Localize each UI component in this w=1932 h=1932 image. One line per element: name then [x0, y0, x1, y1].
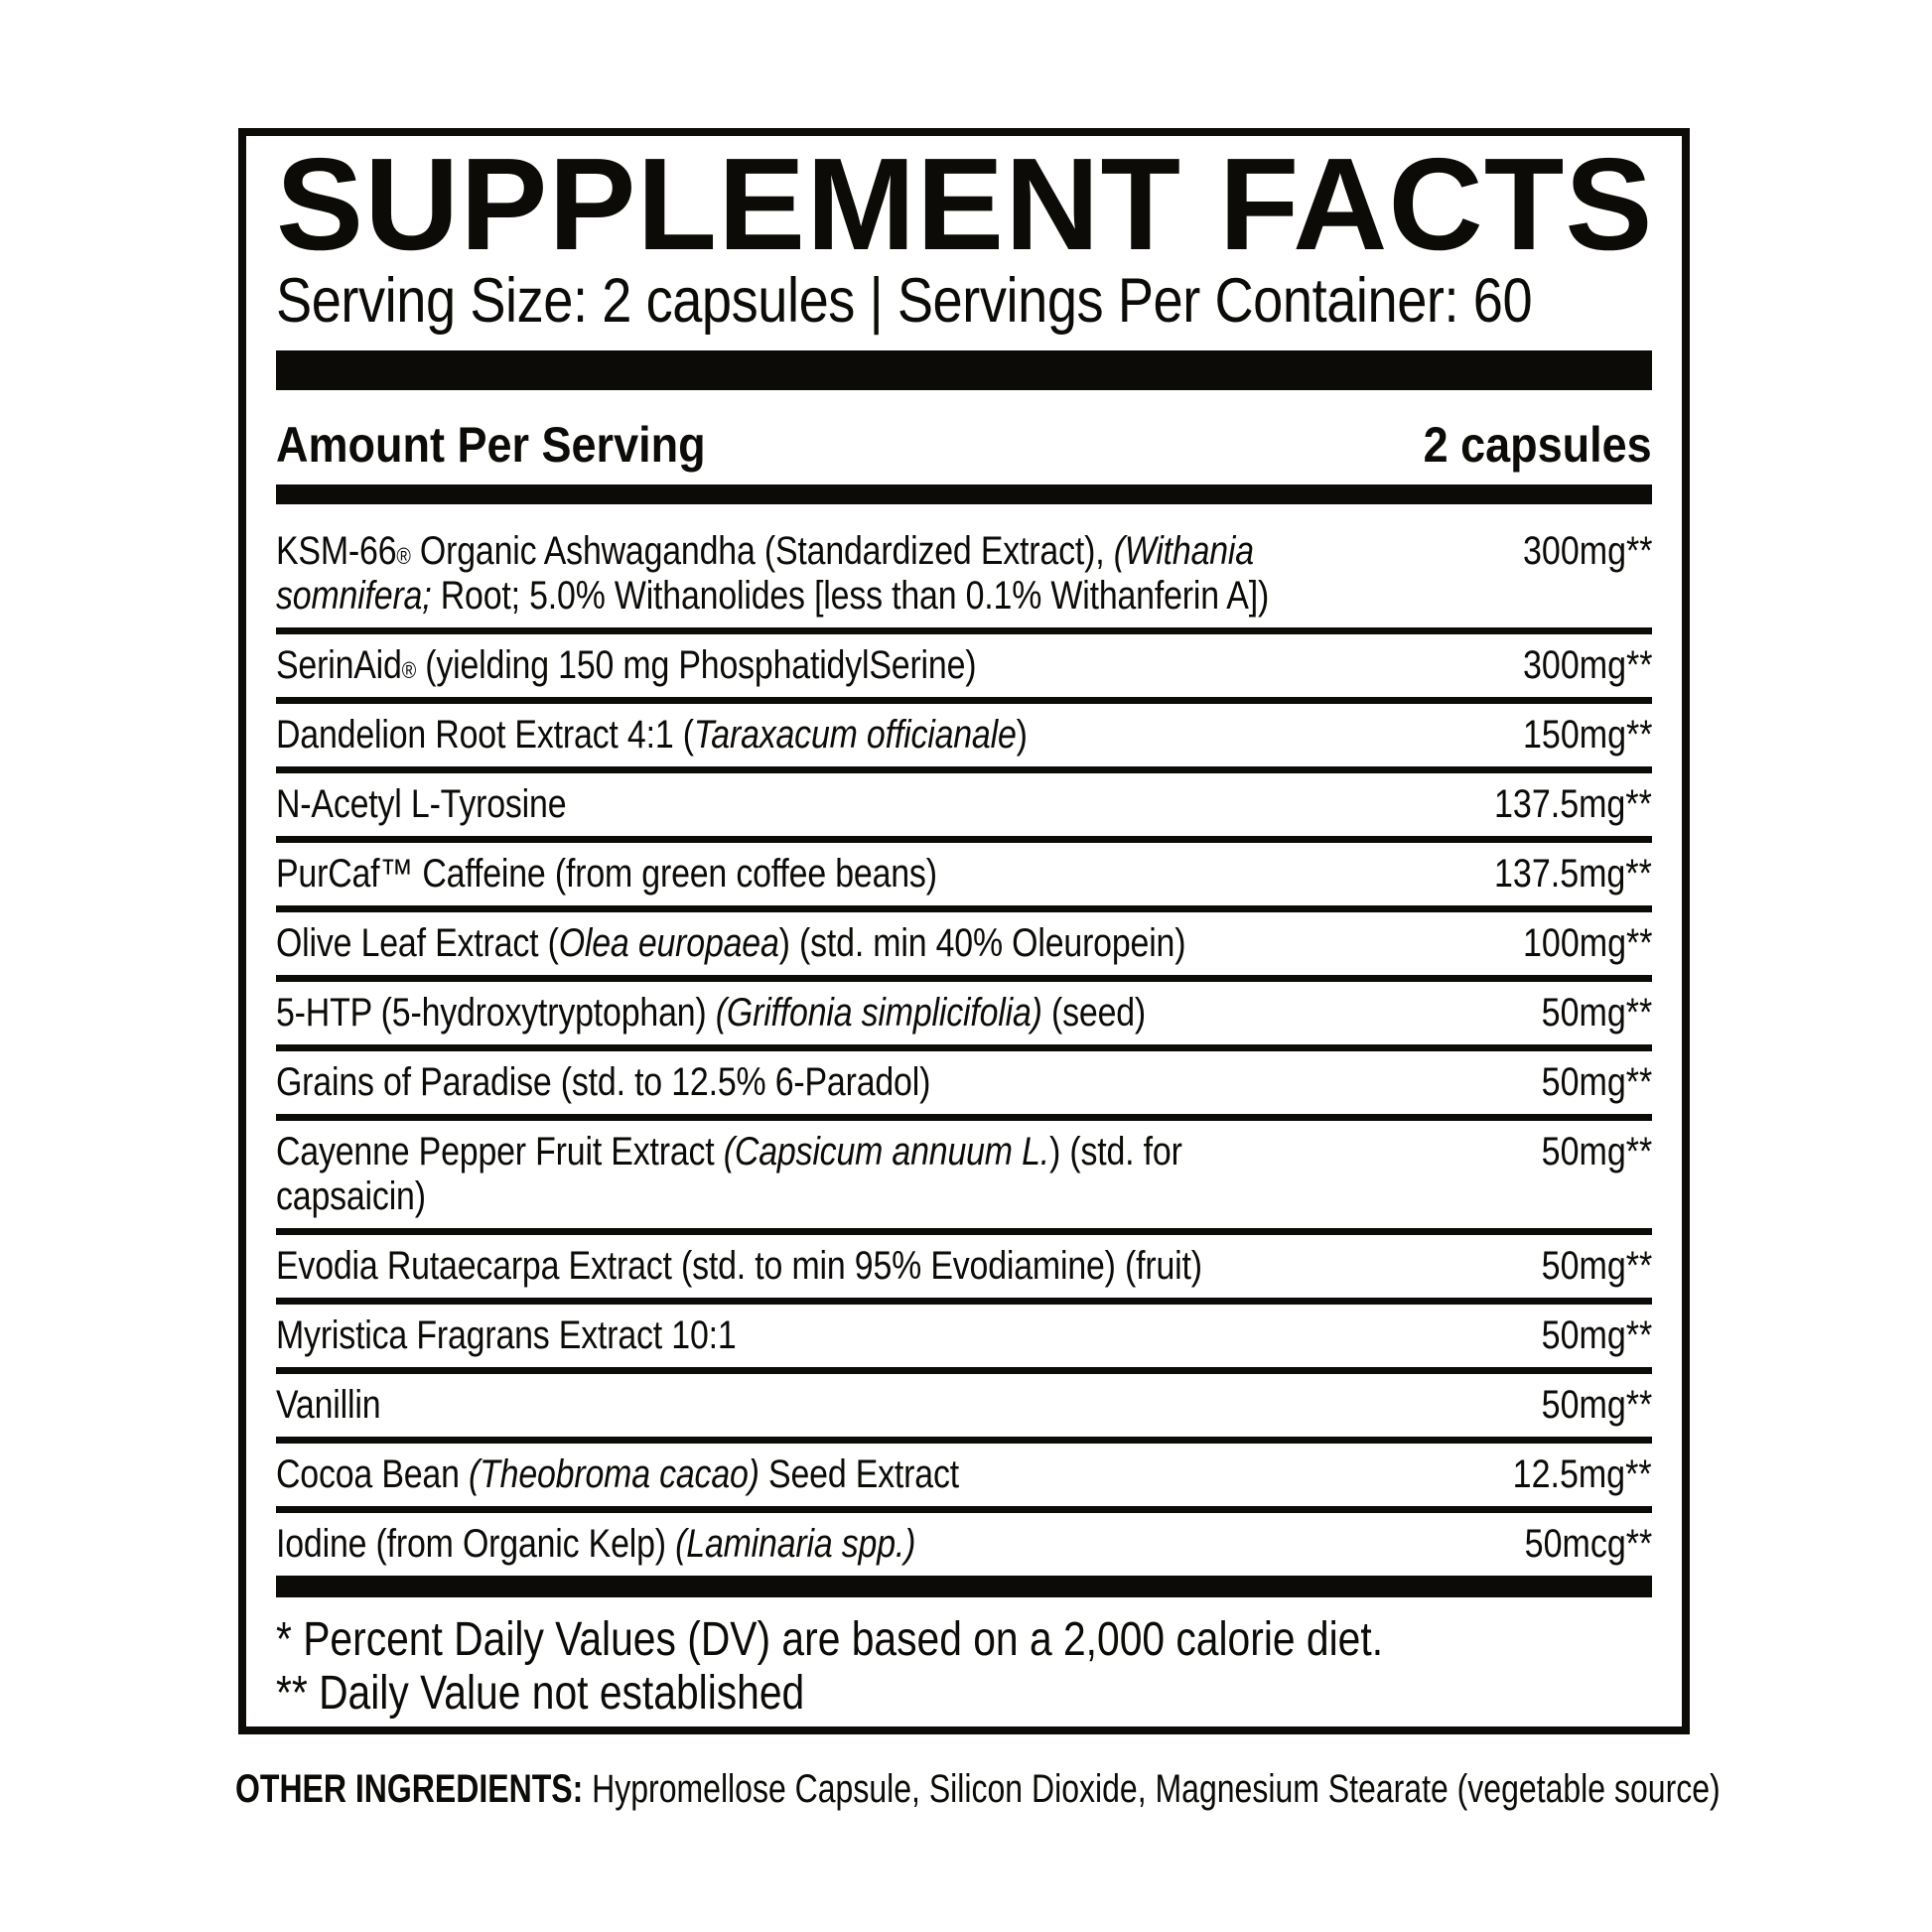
ingredient-row [276, 912, 1652, 982]
ingredient-name-text: N-Acetyl L-Tyrosine [276, 782, 567, 826]
ingredient-row [276, 1121, 1652, 1235]
ingredient-name-text: SerinAid® (yielding 150 mg PhosphatidylSerine) [276, 643, 977, 687]
ingredient-row [276, 704, 1652, 773]
ingredient-amount [1322, 1313, 1652, 1358]
ingredient-row [276, 520, 1652, 634]
ingredient-amount-text: 50mg** [1541, 1060, 1652, 1104]
ingredient-name [276, 782, 1322, 827]
ingredient-name-text: Cayenne Pepper Fruit Extract (Capsicum annuum L.) (std. for capsaicin) [276, 1130, 1182, 1218]
ingredient-name-text: Evodia Rutaecarpa Extract (std. to min 95% Evodiamine) (fruit) [276, 1244, 1202, 1288]
ingredient-amount-text: 50mcg** [1524, 1522, 1652, 1566]
ingredient-name [276, 921, 1322, 966]
ingredient-row [276, 634, 1652, 704]
ingredient-row [276, 1374, 1652, 1444]
ingredient-name [276, 1130, 1322, 1219]
ingredient-name-text: Dandelion Root Extract 4:1 (Taraxacum officianale) [276, 713, 1028, 757]
panel-title: SUPPLEMENT FACTS [276, 131, 1654, 277]
ingredient-amount [1322, 782, 1652, 827]
ingredient-amount [1322, 1130, 1652, 1219]
ingredient-amount [1322, 529, 1652, 619]
ingredient-amount [1322, 1383, 1652, 1428]
ingredient-name-text: 5-HTP (5-hydroxytryptophan) (Griffonia simplicifolia) (seed) [276, 991, 1147, 1035]
ingredient-row [276, 1513, 1652, 1576]
divider-bar-bottom [276, 1576, 1652, 1597]
ingredient-row [276, 1051, 1652, 1121]
ingredient-name [276, 1313, 1322, 1358]
ingredient-name-text: Iodine (from Organic Kelp) (Laminaria spp.) [276, 1522, 916, 1566]
ingredient-name-text: Olive Leaf Extract (Olea europaea) (std. min 40% Oleuropein) [276, 921, 1186, 965]
ingredient-amount [1322, 713, 1652, 758]
ingredient-row [276, 1305, 1652, 1374]
ingredient-name [276, 1522, 1322, 1567]
ingredient-name-text: KSM-66® Organic Ashwagandha (Standardized Extract), (Withania somnifera; Root; 5.0% Withanolides [less than 0.1% Withanferin A]) [276, 529, 1270, 618]
ingredient-name [276, 643, 1322, 688]
ingredient-table [276, 520, 1652, 1576]
ingredient-name [276, 713, 1322, 758]
ingredient-row [276, 1444, 1652, 1513]
other-ingredients-text [235, 1765, 1721, 1813]
ingredient-amount [1322, 1060, 1652, 1105]
ingredient-amount [1322, 1244, 1652, 1289]
ingredient-amount-text: 150mg** [1522, 713, 1652, 757]
ingredient-amount-text: 137.5mg** [1494, 782, 1652, 826]
ingredient-amount-text: 12.5mg** [1513, 1452, 1652, 1496]
ingredient-name-text: Vanillin [276, 1383, 381, 1427]
serving-info-line [276, 266, 1652, 336]
divider-bar-top [276, 350, 1652, 390]
ingredient-name-text: Cocoa Bean (Theobroma cacao) Seed Extract [276, 1452, 959, 1496]
ingredient-row [276, 1235, 1652, 1305]
serving-info-text: Serving Size: 2 capsules | Servings Per Container: 60 [276, 266, 1533, 336]
ingredient-name [276, 1452, 1322, 1497]
ingredient-amount [1322, 852, 1652, 897]
ingredient-name-text: PurCaf™ Caffeine (from green coffee beans) [276, 852, 937, 896]
other-ingredients-label: OTHER INGREDIENTS: [235, 1767, 584, 1811]
ingredient-amount-text: 50mg** [1541, 1313, 1652, 1357]
ingredient-amount [1322, 991, 1652, 1035]
ingredient-name [276, 1244, 1322, 1289]
divider-bar-header [276, 484, 1652, 504]
footnotes [276, 1613, 1652, 1721]
ingredient-name [276, 1060, 1322, 1105]
other-ingredients-list: Hypromellose Capsule, Silicon Dioxide, Magnesium Stearate (vegetable source) [583, 1767, 1721, 1811]
serving-quantity-label: 2 capsules [1423, 417, 1652, 473]
ingredient-amount-text: 50mg** [1541, 1130, 1652, 1173]
supplement-facts-panel [238, 128, 1690, 1734]
ingredient-amount [1322, 921, 1652, 966]
footnote-dv-not-established: ** Daily Value not established [276, 1667, 805, 1720]
ingredient-name [276, 1383, 1322, 1428]
ingredient-amount-text: 50mg** [1541, 1244, 1652, 1288]
amount-per-serving-label: Amount Per Serving [276, 417, 706, 473]
table-header-row [276, 417, 1652, 473]
ingredient-amount [1322, 643, 1652, 688]
ingredient-row [276, 982, 1652, 1051]
footnote-line [276, 1613, 1652, 1667]
ingredient-name-text: Myristica Fragrans Extract 10:1 [276, 1313, 737, 1357]
ingredient-row [276, 773, 1652, 843]
ingredient-name [276, 529, 1322, 619]
ingredient-name [276, 991, 1322, 1035]
ingredient-amount-text: 137.5mg** [1494, 852, 1652, 896]
ingredient-name-text: Grains of Paradise (std. to 12.5% 6-Paradol) [276, 1060, 931, 1104]
other-ingredients-line [235, 1765, 1932, 1813]
ingredient-amount [1322, 1452, 1652, 1497]
ingredient-amount-text: 50mg** [1541, 991, 1652, 1035]
footnote-daily-values: * Percent Daily Values (DV) are based on a 2,000 calorie diet. [276, 1613, 1384, 1666]
footnote-line [276, 1667, 1652, 1721]
ingredient-amount-text: 300mg** [1522, 643, 1652, 687]
ingredient-row [276, 843, 1652, 912]
ingredient-amount-text: 300mg** [1522, 529, 1652, 573]
ingredient-name [276, 852, 1322, 897]
ingredient-amount-text: 100mg** [1522, 921, 1652, 965]
ingredient-amount-text: 50mg** [1541, 1383, 1652, 1427]
ingredient-amount [1322, 1522, 1652, 1567]
